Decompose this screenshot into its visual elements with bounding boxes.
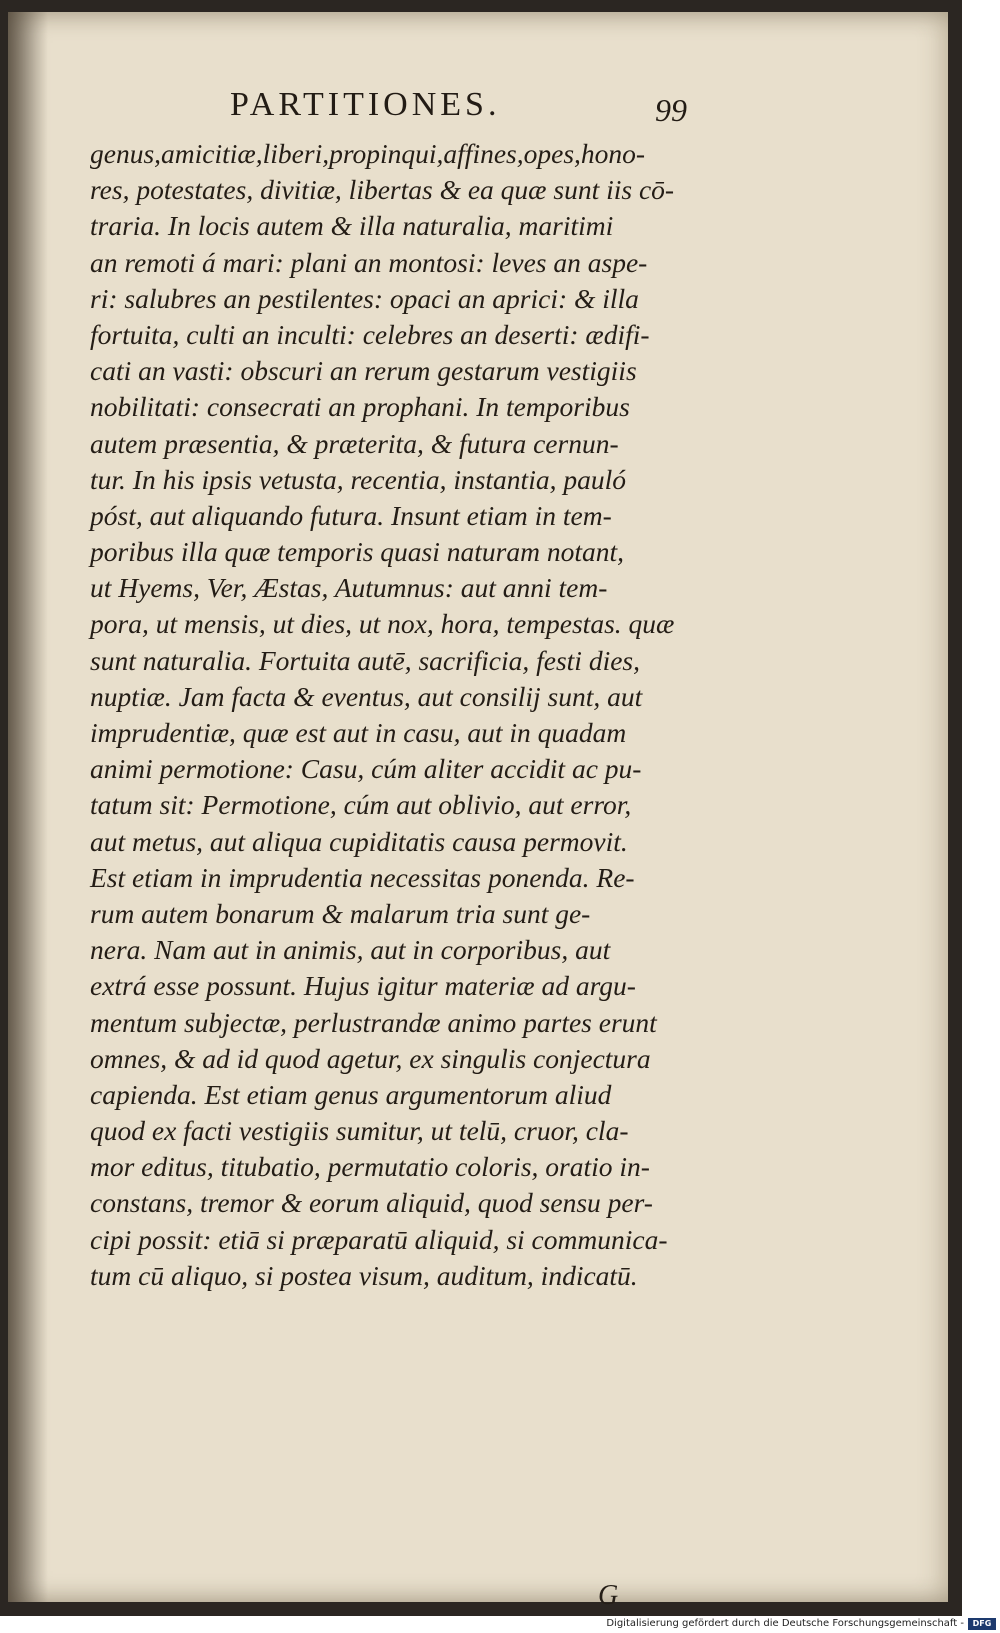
text-line: póst, aut aliquando futura. Insunt etiam in tem- — [90, 499, 612, 531]
text-line: autem præsentia, & præterita, & futura cernun- — [90, 427, 619, 459]
text-line: sunt naturalia. Fortuita autē, sacrificia, festi dies, — [90, 644, 640, 676]
text-line: fortuita, culti an inculti: celebres an deserti: ædifi- — [90, 318, 650, 350]
text-line: omnes, & ad id quod agetur, ex singulis conjectura — [90, 1042, 651, 1074]
text-line: mor editus, titubatio, permutatio coloris, oratio in- — [90, 1151, 650, 1183]
text-line: tum cū aliquo, si postea visum, auditum, indicatū. — [90, 1259, 638, 1291]
text-line: quod ex facti vestigiis sumitur, ut telū, cruor, cla- — [90, 1115, 629, 1147]
page-gutter-shadow — [8, 12, 48, 1602]
text-line: mentum subjectæ, perlustrandæ animo partes erunt — [90, 1006, 657, 1038]
funding-credit: Digitalisierung gefördert durch die Deutsche Forschungsgemeinschaft - — [606, 1618, 964, 1629]
text-line: res, potestates, divitiæ, libertas & ea quæ sunt iis cō- — [90, 174, 675, 206]
running-head-title: PARTITIONES. — [230, 86, 501, 123]
text-line: animi permotione: Casu, cúm aliter accidit ac pu- — [90, 753, 642, 785]
page-number: 99 — [655, 92, 687, 128]
body-text — [90, 136, 730, 1294]
text-line: traria. In locis autem & illa naturalia, maritimi — [90, 210, 614, 242]
text-line: genus,amicitiæ,liberi,propinqui,affines,opes,hono- — [90, 138, 646, 169]
text-line: nobilitati: consecrati an prophani. In temporibus — [90, 391, 630, 423]
text-line: tatum sit: Permotione, cúm aut oblivio, aut error, — [90, 789, 632, 821]
text-line: pora, ut mensis, ut dies, ut nox, hora, tempestas. quæ — [90, 608, 675, 640]
text-line: Est etiam in imprudentia necessitas ponenda. Re- — [90, 861, 635, 893]
text-line: constans, tremor & eorum aliquid, quod sensu per- — [90, 1187, 653, 1219]
text-line: cati an vasti: obscuri an rerum gestarum vestigiis — [90, 355, 637, 387]
text-line: capienda. Est etiam genus argumentorum aliud — [90, 1078, 612, 1110]
running-head — [90, 86, 730, 130]
text-line: an remoti á mari: plani an montosi: leves an aspe- — [90, 246, 648, 278]
text-line: tur. In his ipsis vetusta, recentia, instantia, pauló — [90, 463, 626, 495]
text-line: ut Hyems, Ver, Æstas, Autumnus: aut anni tem- — [90, 572, 608, 604]
text-line: rum autem bonarum & malarum tria sunt ge- — [90, 897, 591, 929]
text-line: nera. Nam aut in animis, aut in corporibus, aut — [90, 934, 611, 966]
text-line: ri: salubres an pestilentes: opaci an aprici: & illa — [90, 282, 639, 314]
text-line: poribus illa quæ temporis quasi naturam notant, — [90, 536, 625, 568]
text-line: nuptiæ. Jam facta & eventus, aut consilij sunt, aut — [90, 680, 643, 712]
digitization-footer — [0, 1616, 1000, 1633]
text-line: extrá esse possunt. Hujus igitur materiæ ad argu- — [90, 970, 636, 1002]
text-line: cipi possit: etiā si præparatū aliquid, si communica- — [90, 1223, 668, 1255]
dfg-logo: DFG — [968, 1618, 996, 1630]
text-line: imprudentiæ, quæ est aut in casu, aut in quadam — [90, 717, 627, 748]
text-line: aut metus, aut aliqua cupiditatis causa permovit. — [90, 825, 628, 857]
signature-mark: G — [598, 1580, 619, 1611]
